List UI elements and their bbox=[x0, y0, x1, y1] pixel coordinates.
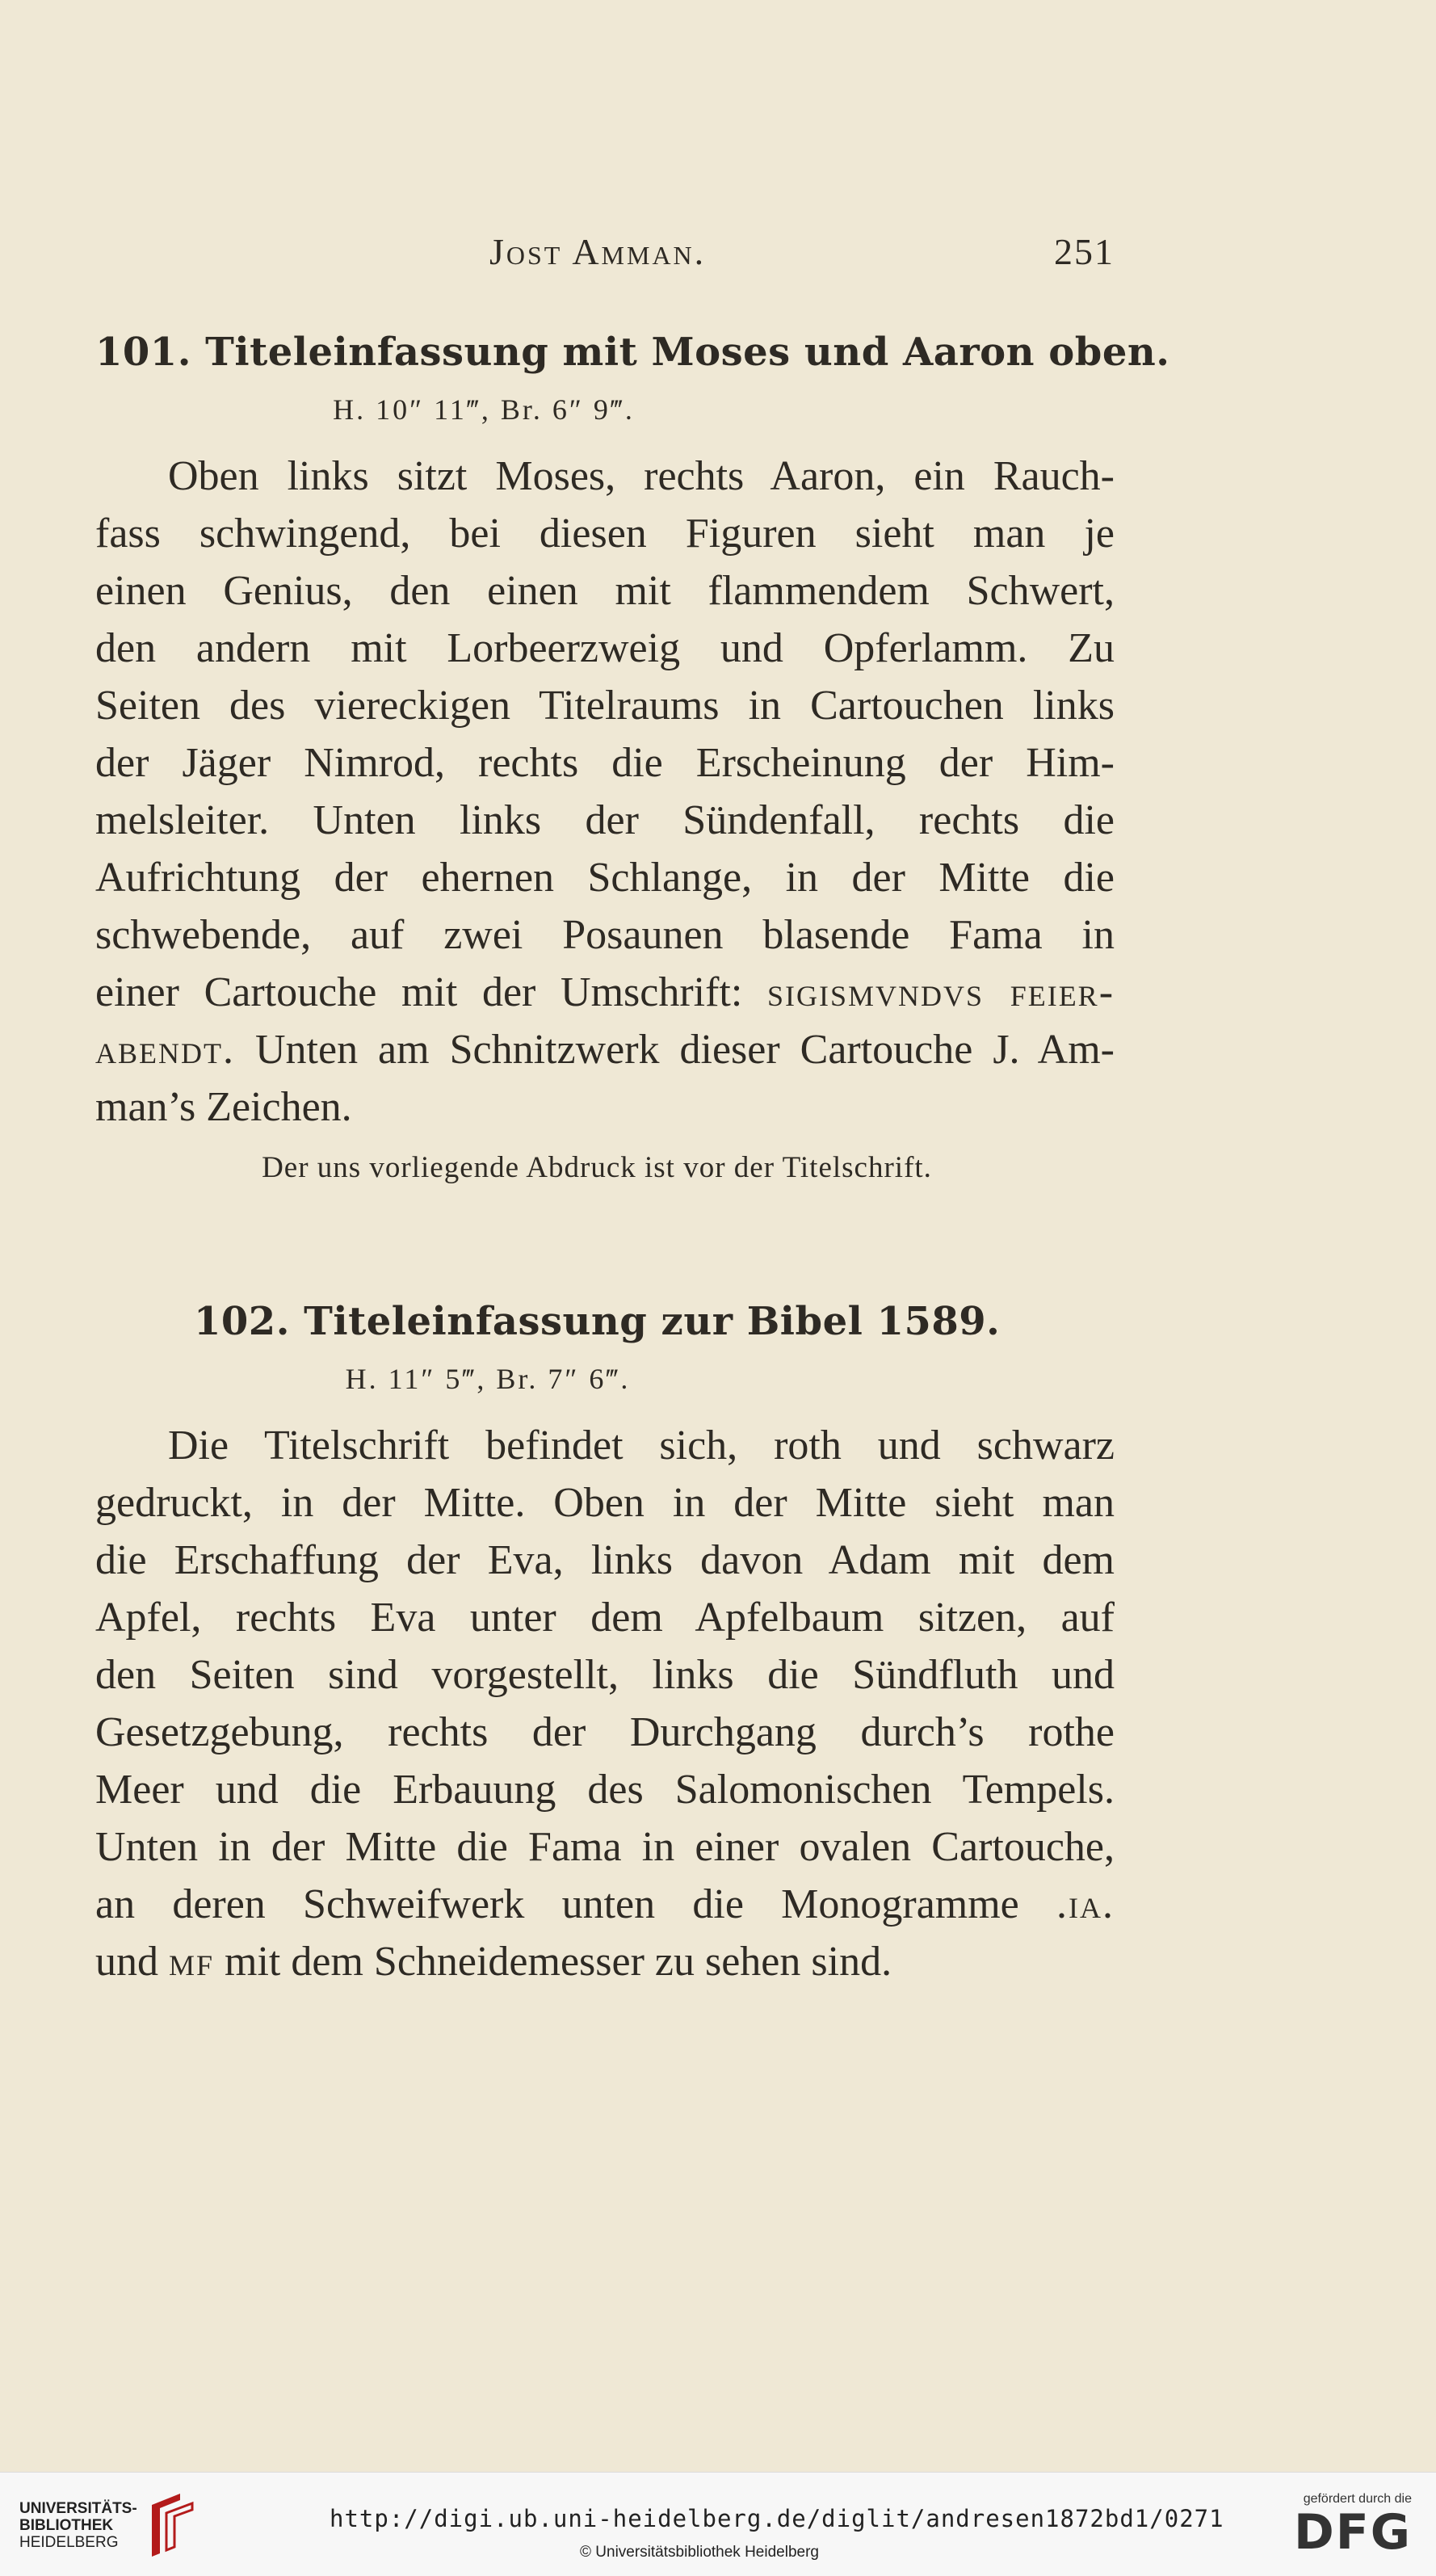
entry-dimensions: H. 10″ 11‴, Br. 6″ 9‴. bbox=[333, 393, 635, 426]
text-line bbox=[95, 1933, 1115, 1990]
page-number: 251 bbox=[1054, 231, 1115, 272]
text-line: Apfel, rechts Eva unter dem Apfelbaum sitzen, auf bbox=[95, 1595, 1115, 1641]
text-line: die Erschaffung der Eva, links davon Adam mit dem bbox=[95, 1537, 1115, 1583]
dfg-logo-icon: DFG bbox=[1293, 2504, 1412, 2561]
text-line: fass schwingend, bei diesen Figuren sieht man je bbox=[95, 511, 1115, 557]
inscription-text: abendt. bbox=[95, 1027, 235, 1073]
permalink-url[interactable]: http://digi.ub.uni-heidelberg.de/diglit/andresen1872bd1/0271 bbox=[330, 2505, 1224, 2532]
text-line: einen Genius, den einen mit flammendem Schwert, bbox=[95, 568, 1115, 614]
text-line bbox=[95, 1021, 1115, 1078]
library-name-line: HEIDELBERG bbox=[19, 2534, 119, 2551]
text-segment: und bbox=[95, 1939, 169, 1985]
library-name-line: UNIVERSITÄTS- bbox=[19, 2500, 137, 2517]
text-segment: an deren Schweifwerk unten die Monogramme bbox=[95, 1881, 1056, 1927]
text-line: Oben links sitzt Moses, rechts Aaron, ein Rauch- bbox=[168, 453, 1115, 499]
text-line: Gesetzgebung, rechts der Durchgang durch’s rothe bbox=[95, 1709, 1115, 1755]
entry-heading: 102. Titeleinfassung zur Bibel 1589. bbox=[194, 1299, 1001, 1344]
library-emblem-icon bbox=[144, 2489, 200, 2564]
text-line: den andern mit Lorbeerzweig und Opferlamm. Zu bbox=[95, 625, 1115, 671]
text-line: man’s Zeichen. bbox=[95, 1084, 352, 1130]
page-header bbox=[95, 230, 1115, 287]
entry-101 bbox=[95, 330, 1170, 1185]
text-segment: einer Cartouche mit der Umschrift: bbox=[95, 969, 767, 1015]
text-line: gedruckt, in der Mitte. Oben in der Mitte sieht man bbox=[95, 1480, 1115, 1526]
text-line bbox=[95, 964, 1115, 1021]
entry-heading: 101. Titeleinfassung mit Moses und Aaron oben. bbox=[95, 330, 1170, 375]
text-line: melsleiter. Unten links der Sündenfall, rechts die bbox=[95, 797, 1115, 843]
text-segment: Unten am Schnitzwerk dieser Cartouche J. Am- bbox=[235, 1027, 1115, 1073]
text-line: Seiten des viereckigen Titelraums in Cartouchen links bbox=[95, 683, 1115, 729]
library-name-line: BIBLIOTHEK bbox=[19, 2517, 114, 2534]
text-line: Unten in der Mitte die Fama in einer ovalen Cartouche, bbox=[95, 1824, 1115, 1870]
text-line: den Seiten sind vorgestellt, links die Sündfluth und bbox=[95, 1652, 1115, 1698]
text-line: schwebende, auf zwei Posaunen blasende Fama in bbox=[95, 912, 1115, 958]
inscription-text: sigismvndvs feier- bbox=[766, 969, 1115, 1015]
copyright-text: © Universitätsbibliothek Heidelberg bbox=[580, 2544, 819, 2561]
dfg-funding[interactable] bbox=[1262, 2492, 1412, 2561]
entry-102 bbox=[95, 1299, 1115, 1990]
monogram-text: .ia. bbox=[1056, 1881, 1115, 1927]
text-line: Aufrichtung der ehernen Schlange, in der Mitte die bbox=[95, 855, 1115, 901]
running-title: Jost Amman. bbox=[489, 231, 707, 272]
entry-dimensions: H. 11″ 5‴, Br. 7″ 6‴. bbox=[345, 1363, 631, 1395]
library-logo[interactable] bbox=[19, 2500, 137, 2551]
text-line bbox=[95, 1876, 1115, 1933]
text-segment: mit dem Schneidemesser zu sehen sind. bbox=[214, 1939, 892, 1985]
entry-description bbox=[95, 448, 1115, 1136]
text-line: Meer und die Erbauung des Salomonischen Tempels. bbox=[95, 1767, 1115, 1813]
entry-note: Der uns vorliegende Abdruck ist vor der Titelschrift. bbox=[262, 1151, 932, 1184]
entry-description bbox=[95, 1417, 1115, 1990]
viewer-footer bbox=[0, 2472, 1436, 2576]
funding-caption: gefördert durch die bbox=[1303, 2492, 1412, 2506]
text-line: Die Titelschrift befindet sich, roth und schwarz bbox=[168, 1422, 1115, 1469]
text-line: der Jäger Nimrod, rechts die Erscheinung der Him- bbox=[95, 740, 1115, 786]
monogram-text: mf bbox=[169, 1939, 215, 1985]
